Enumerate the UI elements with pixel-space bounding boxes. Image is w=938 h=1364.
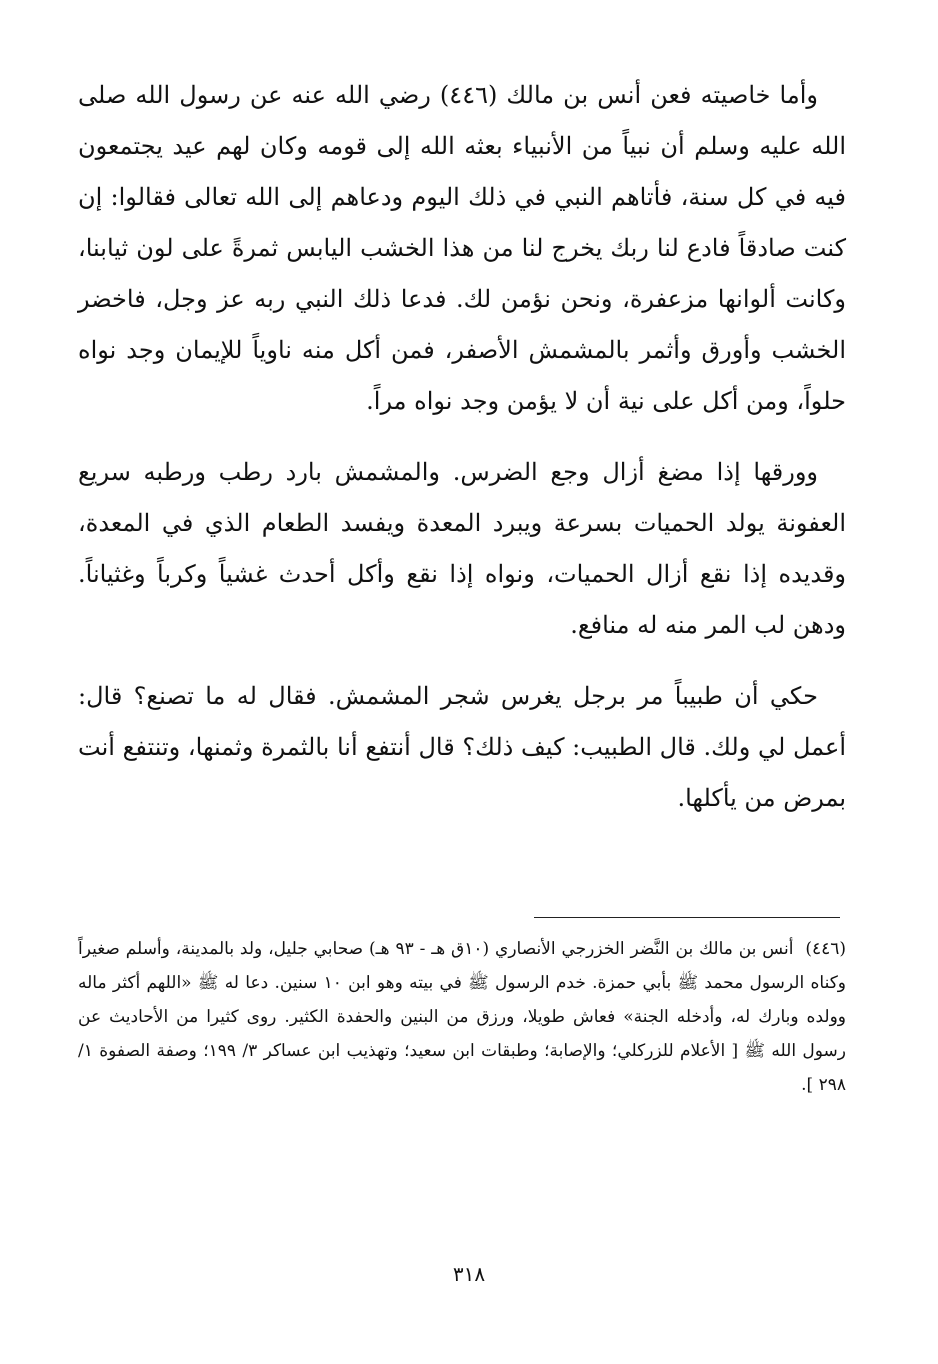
paragraph-apricot-properties: وورقها إذا مضغ أزال وجع الضرس. والمشمش بارد رطب ورطبه سريع العفونة يولد الحميات بسرعة ويبرد المعدة ويفسد الطعام الذي في المعدة، وقديده إذا نقع أزال الحميات، ونواه إذا نقع وأكل أحدث غشياً وكرباً وغثياناً. ودهن لب المر منه له منافع. bbox=[78, 458, 846, 639]
footnote-number: (٤٤٦) bbox=[805, 939, 847, 959]
main-text bbox=[78, 70, 846, 824]
footnote bbox=[78, 932, 846, 1102]
page-number: ٣١٨ bbox=[452, 1262, 486, 1286]
footnote-text: أنس بن مالك بن النَّضر الخزرجي الأنصاري (١٠ق هـ - ٩٣ هـ) صحابي جليل، ولد بالمدينة، وأسلم صغيراً وكناه الرسول محمد ﷺ بأبي حمزة. خدم الرسول ﷺ في بيته وهو ابن ١٠ سنين. دعا له ﷺ «اللهم أكثر ماله وولده وبارك له، وأدخله الجنة» فعاش طويلا، ورزق من البنين والحفدة الكثير. روى كثيرا من الأحاديث عن رسول الله ﷺ [ الأعلام للزركلي؛ والإصابة؛ وطبقات ابن سعيد؛ وتهذيب ابن عساكر ٣/ ١٩٩؛ وصفة الصفوة ١/ ٢٩٨ ]. bbox=[78, 939, 847, 1095]
footnote-separator bbox=[534, 917, 840, 918]
paragraph-physician-anecdote: حكي أن طبيباً مر برجل يغرس شجر المشمش. فقال له ما تصنع؟ قال: أعمل لي ولك. قال الطبيب: كيف ذلك؟ قال أنتفع أنا بالثمرة وثمنها، وتنتفع أنت بمرض من يأكلها. bbox=[78, 682, 846, 812]
paragraph-apricot-origin: وأما خاصيته فعن أنس بن مالك (٤٤٦) رضي الله عنه عن رسول الله صلى الله عليه وسلم أن نبياً من الأنبياء بعثه الله إلى قومه وكان لهم عيد يجتمعون فيه في كل سنة، فأتاهم النبي في ذلك اليوم ودعاهم إلى الله تعالى فقالوا: إن كنت صادقاً فادع لنا ربك يخرج لنا من هذا الخشب اليابس ثمرةً على لون ثيابنا، وكانت ألوانها مزعفرة، ونحن نؤمن لك. فدعا ذلك النبي ربه عز وجل، فاخضر الخشب وأورق وأثمر بالمشمش الأصفر، فمن أكل منه ناوياً للإيمان وجد نواه حلواً، ومن أكل على نية أن لا يؤمن وجد نواه مراً. bbox=[78, 81, 847, 415]
